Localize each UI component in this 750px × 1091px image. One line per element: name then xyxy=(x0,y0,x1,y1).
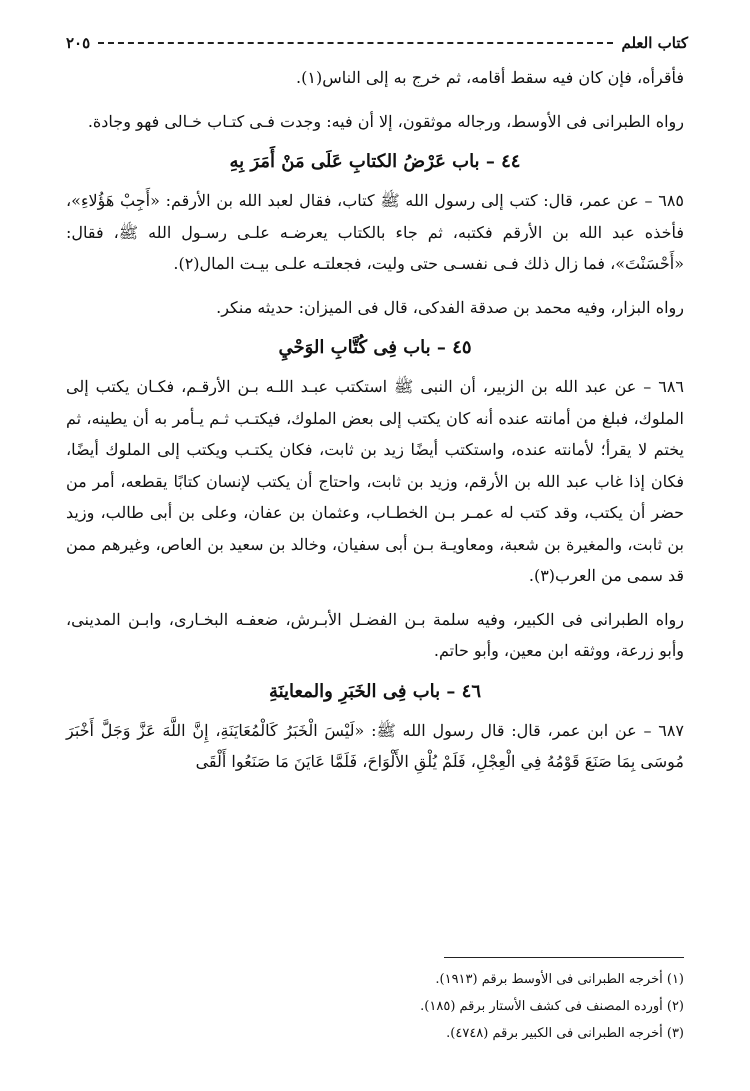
page-header xyxy=(66,30,688,56)
footnote-item: (١) أخرجه الطبرانى فى الأوسط برقم (١٩١٣). xyxy=(435,972,684,987)
hadith-686: ٦٨٦ – عن عبد الله بن الزبير، أن النبى ﷺ استكتب عبـد اللـه بـن الأرقـم، فكـان يكتب إلى الملوك، فبلغ من أمانته عنده أنه كان يكتب إلى بعض الملوك، فيكتـب ثـم يـأمر به أن يطينه، ثم يختم لا يقرأ؛ لأمانته عنده، واستكتب أيضًا زيد بن ثابت، فكان يكتـب ويكتب إلى الملوك أيضًا، فكان إذا غاب عبد الله بن الأرقم، وزيد بن ثابت، واحتاج أن يكتب لإنسان كتابًا يقطعه، أمر من حضر أن يكتب، وقد كتب له عمـر بـن الخطـاب، وعثمان بن عفان، وعلى بن أبى طالب، وزيد بن ثابت، والمغيرة بن شعبة، ومعاويـة بـن أبى سفيان، وخالد بن سعيد بن العاص، وغيرهم ممن قد سمى من العرب(٣). xyxy=(66,377,684,585)
chapter-title-44: ٤٤ – باب عَرْضُ الكتابِ عَلَى مَنْ أَمَرَ بِهِ xyxy=(229,151,521,172)
header-rule xyxy=(98,42,613,44)
hadith-685: ٦٨٥ – عن عمر، قال: كتب إلى رسول الله ﷺ كتاب، فقال لعبد الله بن الأرقم: «أَجِبْ هَؤُلاءِ»، فأخذه عبد الله بن الأرقم فكتبه، ثم جاء بالكتاب يعرضـه علـى رسـول الله ﷺ، فقال: «أَحْسَنْتَ»، فما زال ذلك فـى نفسـى حتى وليت، فجعلتـه علـى بيـت المال(٢). xyxy=(66,191,684,273)
paragraph-continuation: فأقرأه، فإن كان فيه سقط أقامه، ثم خرج به إلى الناس(١). xyxy=(296,68,684,87)
hadith-687: ٦٨٧ – عن ابن عمر، قال: قال رسول الله ﷺ: «لَيْسَ الْخَبَرُ كَالْمُعَايَنَةِ، إِنَّ اللَّهَ عَزَّ وَجَلَّ أَخْبَرَ مُوسَى بِمَا صَنَعَ قَوْمُهُ فِي الْعِجْلِ، فَلَمْ يُلْقِ الأَلْوَاحَ، فَلَمَّا عَايَنَ مَا صَنَعُوا أَلْقَى xyxy=(66,720,684,771)
footnote-item: (٣) أخرجه الطبرانى فى الكبير برقم (٤٧٤٨). xyxy=(446,1026,684,1041)
spacer xyxy=(66,94,684,106)
paragraph-commentary: رواه الطبرانى فى الكبير، وفيه سلمة بـن الفضـل الأبـرش، ضعفـه البخـارى، وابـن المدينى، وأبو زرعة، ووثقه ابن معين، وأبو حاتم. xyxy=(66,609,684,660)
footnote-divider xyxy=(444,957,684,958)
footnote-item: (٢) أورده المصنف فى كشف الأستار برقم (١٨٥). xyxy=(420,999,684,1014)
footnotes xyxy=(66,966,684,1047)
header-title: كتاب العلم xyxy=(621,34,688,52)
spacer xyxy=(66,592,684,604)
page-body xyxy=(66,62,684,778)
paragraph-commentary: رواه الطبرانى فى الأوسط، ورجاله موثقون، إلا أن فيه: وجدت فـى كتـاب خـالى فهو وجادة. xyxy=(87,111,684,131)
chapter-title-45: ٤٥ – باب فِى كُتَّابِ الوَحْيِ xyxy=(278,337,472,358)
page-number: ٢٠٥ xyxy=(66,34,91,52)
paragraph-commentary: رواه البزار، وفيه محمد بن صدقة الفدكى، قال فى الميزان: حديثه منكر. xyxy=(216,297,684,317)
spacer xyxy=(66,280,684,292)
chapter-title-46: ٤٦ – باب فِى الخَبَرِ والمعاينَةِ xyxy=(268,680,482,702)
